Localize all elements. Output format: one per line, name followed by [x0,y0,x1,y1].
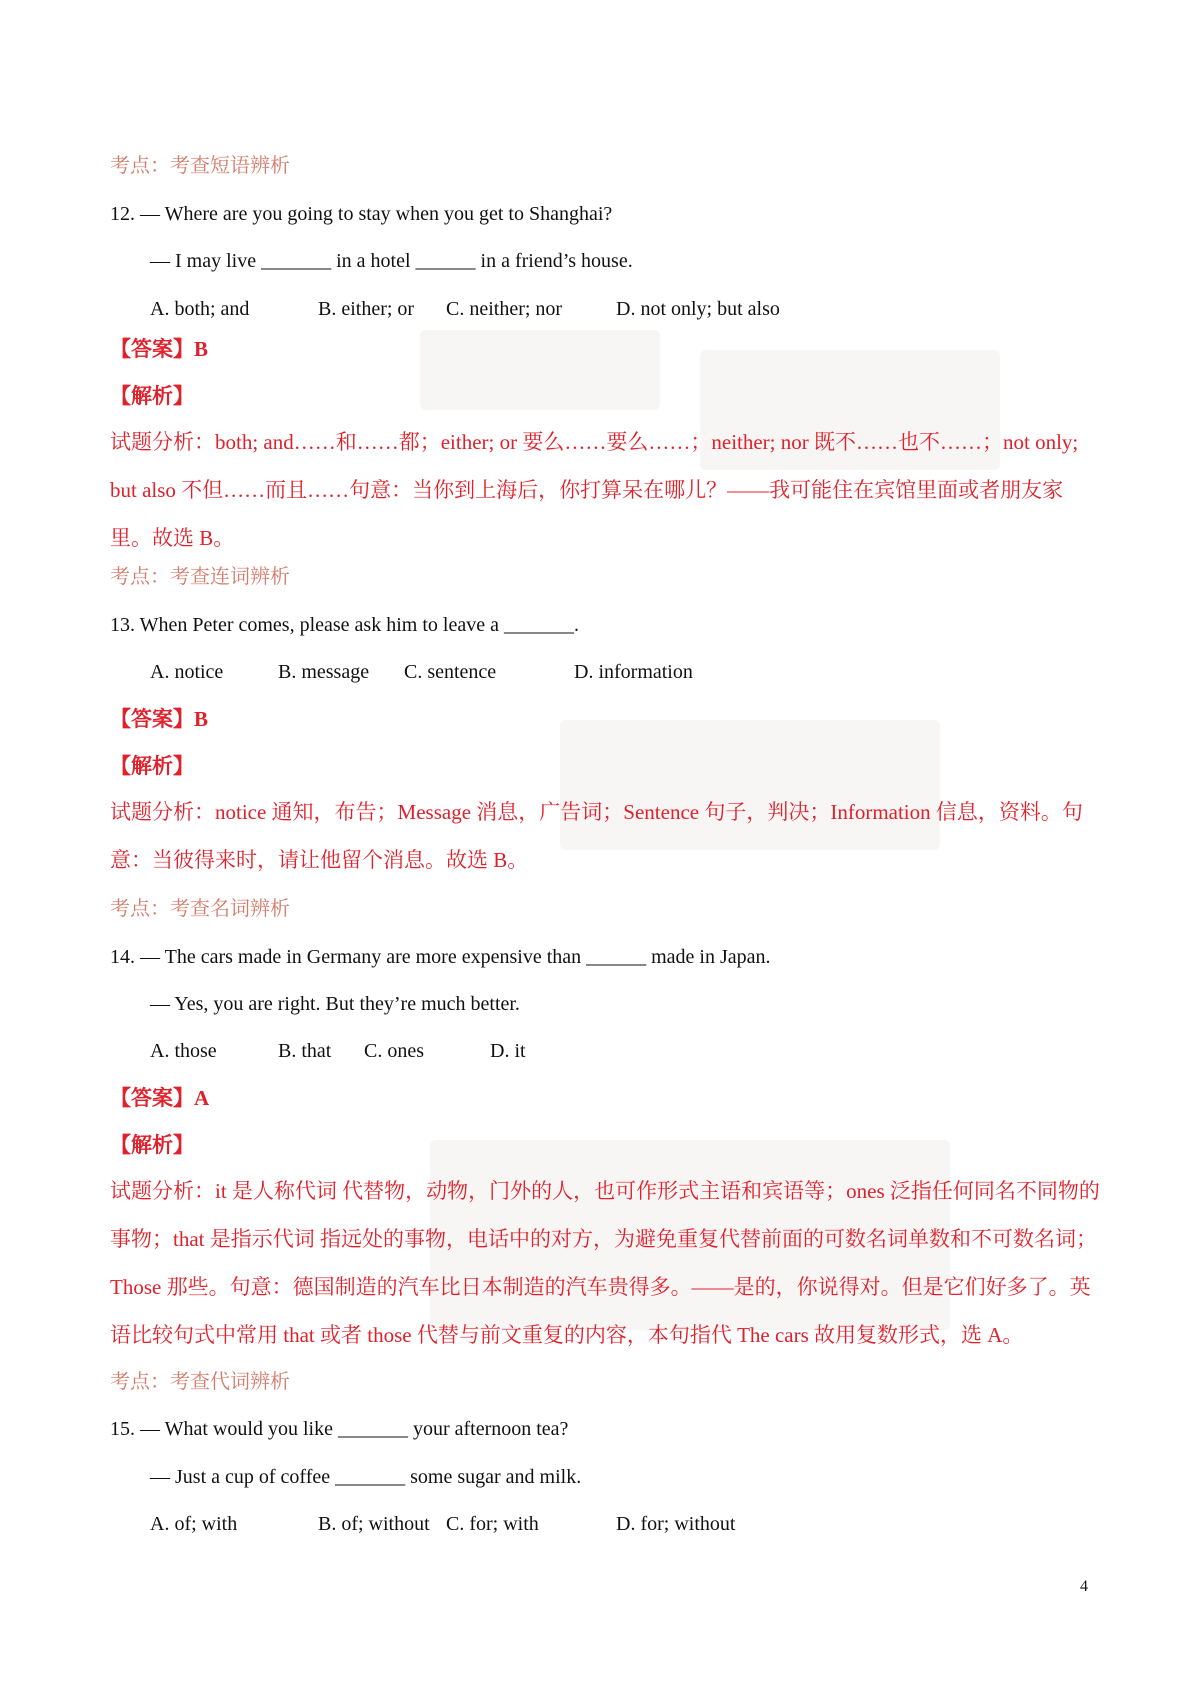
analysis-12: 试题分析：both; and……和……都；either; or 要么……要么……；neither; nor 既不……也不……；not only; but also 不但……而且……句意：当你到上海后，你打算呆在哪儿？——我可能住在宾馆里面或者朋友家里。故选 B。 [110,430,1079,550]
analysis-label: 【解析】 [110,754,194,778]
answer-label: 【答案】 [110,337,194,361]
option-a: A. those [150,1040,217,1062]
options-12 [0,295,1200,323]
question-number: 15. [110,1418,135,1440]
analysis-label: 【解析】 [110,384,194,408]
answer-value: A [194,1086,210,1110]
answer-label: 【答案】 [110,1086,194,1110]
option-d: D. not only; but also [616,298,780,320]
page-number: 4 [1080,1578,1088,1595]
option-b: B. message [278,661,370,683]
option-c: C. for; with [446,1513,539,1535]
analysis-13: 试题分析：notice 通知，布告；Message 消息，广告词；Sentence 句子，判决；Information 信息，资料。句意：当彼得来时，请让他留个消息。故选 B。 [110,800,1083,872]
question-15 [110,1415,568,1443]
watermark-blotch [420,330,660,410]
option-a: A. of; with [150,1513,238,1535]
option-d: D. information [574,661,693,683]
option-c: C. neither; nor [446,298,563,320]
option-b: B. that [278,1040,332,1062]
answer-value: B [194,707,209,731]
option-c: C. ones [364,1040,424,1062]
question-text: — Where are you going to stay when you get to Shanghai? [140,203,613,225]
answer-value: B [194,337,209,361]
answer-label: 【答案】 [110,707,194,731]
analysis-14: 试题分析：it 是人称代词 代替物，动物，门外的人，也可作形式主语和宾语等；ones 泛指任何同名不同物的事物；that 是指示代词 指远处的事物，电话中的对方，为避免重复代替前面的可数名词单数和不可数名词；Those 那些。句意：德国制造的汽车比日本制造的汽车贵得多。——是的，你说得对。但是它们好多了。英语比较句式中常用 that 或者 those 代替与前文重复的内容，本句指代 The cars 故用复数形式，选 A。 [110,1179,1100,1347]
answer-14 [110,1084,209,1112]
kaodian-label: 考点：考查连词辨析 [110,566,290,588]
question-12-reply: — I may live _______ in a hotel ______ in a friend’s house. [150,250,633,272]
option-d: D. for; without [616,1513,736,1535]
question-number: 14. [110,946,135,968]
options-14 [0,1037,1200,1065]
option-a: A. notice [150,661,224,683]
question-14 [110,943,771,971]
analysis-label: 【解析】 [110,1133,194,1157]
answer-13 [110,705,208,733]
question-text: — The cars made in Germany are more expensive than ______ made in Japan. [140,946,771,968]
option-b: B. either; or [318,298,415,320]
question-number: 13. [110,614,135,636]
answer-12 [110,335,208,363]
option-c: C. sentence [404,661,497,683]
kaodian-label: 考点：考查代词辨析 [110,1371,290,1393]
question-number: 12. [110,203,135,225]
kaodian-label: 考点：考查短语辨析 [110,155,290,177]
options-13 [0,658,1200,686]
option-b: B. of; without [318,1513,430,1535]
option-a: A. both; and [150,298,250,320]
question-14-reply: — Yes, you are right. But they’re much better. [150,993,520,1015]
options-15 [0,1510,1200,1538]
kaodian-label: 考点：考查名词辨析 [110,898,290,920]
question-13 [110,611,579,639]
question-text: When Peter comes, please ask him to leave a _______. [139,614,579,636]
option-d: D. it [490,1040,526,1062]
question-text: — What would you like _______ your afternoon tea? [140,1418,569,1440]
question-15-reply: — Just a cup of coffee _______ some sugar and milk. [150,1466,582,1488]
question-12 [110,200,612,228]
